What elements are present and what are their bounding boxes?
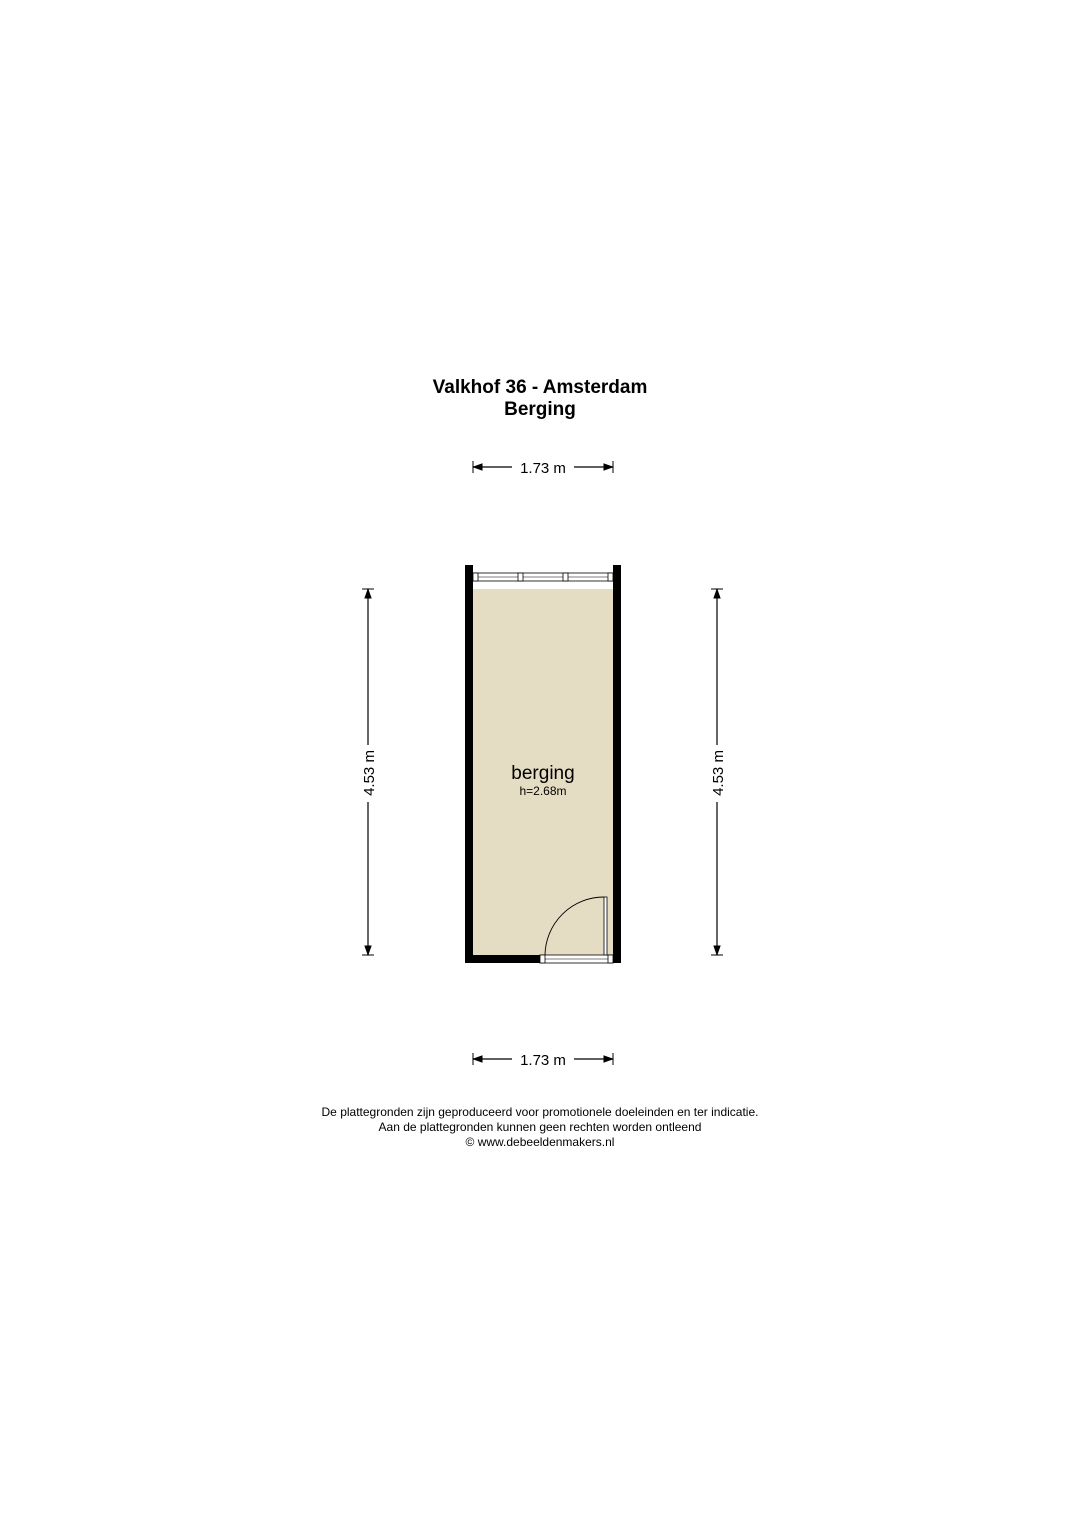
- dimension-right-label: 4.53 m: [710, 750, 727, 796]
- wall-right: [613, 565, 621, 963]
- dimension-bottom: [473, 1052, 613, 1069]
- wall-bottom-left: [465, 955, 540, 963]
- copyright-line: © www.debeeldenmakers.nl: [465, 1135, 615, 1149]
- dimension-top: [473, 460, 613, 477]
- wall-left: [465, 565, 473, 963]
- window-top: [473, 573, 613, 581]
- page-subtitle: Berging: [504, 399, 576, 420]
- dimension-left: [361, 589, 378, 955]
- disclaimer-line-2: Aan de plattegronden kunnen geen rechten worden ontleend: [378, 1120, 702, 1134]
- dimension-top-label: 1.73 m: [520, 460, 566, 477]
- page-title: Valkhof 36 - Amsterdam: [432, 377, 648, 398]
- door-leaf: [604, 897, 607, 955]
- dimension-left-label: 4.53 m: [361, 750, 378, 796]
- room-name: berging: [511, 763, 575, 784]
- dimension-bottom-label: 1.73 m: [520, 1052, 566, 1069]
- dimension-right: [710, 589, 727, 955]
- disclaimer-line-1: De plattegronden zijn geproduceerd voor promotionele doeleinden en ter indicatie.: [321, 1105, 759, 1119]
- room-height: h=2.68m: [519, 784, 567, 798]
